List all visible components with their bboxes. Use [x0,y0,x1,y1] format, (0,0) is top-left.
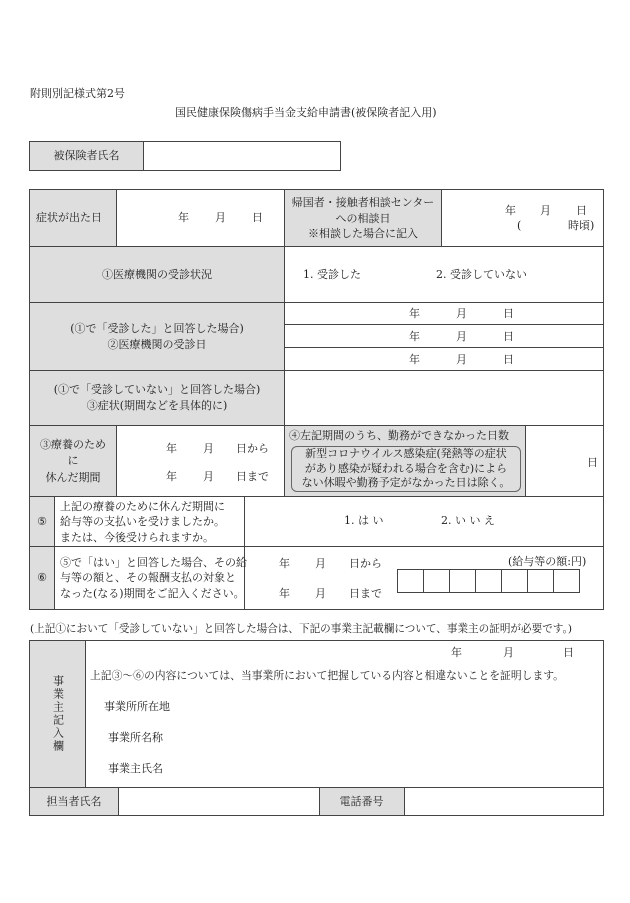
q5-option-yes[interactable]: 1. は い [344,514,384,527]
contact-name-label: 担当者氏名 [46,794,102,808]
q6-number: ⑥ [37,571,47,585]
owner-name-label: 事業主氏名 [108,762,163,775]
form-title: 国民健康保険傷病手当金支給申請書(被保険者記入用) [175,106,437,119]
q1-option-visited[interactable]: 1. 受診した [303,268,361,281]
employer-note: (上記①において「受診していない」と回答した場合は、下記の事業主記載欄について、事業主の証明が必要です。) [30,623,572,635]
q1-label: ①医療機関の受診状況 [102,267,212,281]
q6-question: ⑤で「はい」と回答した場合、その給 与等の額と、その報酬支払の対象と なった(なる)期間をご記入ください。 [60,556,247,600]
contact-name-field[interactable] [119,788,318,815]
insured-name-label: 被保険者氏名 [53,149,120,163]
consult-label: 帰国者・接触者相談センター への相談日 ※相談した場合に記入 [291,195,435,241]
q5-number: ⑤ [37,514,47,528]
q1-option-not-visited[interactable]: 2. 受診していない [436,268,527,281]
rest-label: ③療養のため に 休んだ期間 [40,437,106,484]
q6-amount-label: (給与等の額:円) [508,555,587,568]
form-number: 附則別記様式第2号 [30,87,125,100]
q5-option-no[interactable]: 2. い い え [441,514,495,527]
amount-digit-box[interactable] [449,569,476,593]
q4-days-unit: 日 [587,456,598,469]
phone-label: 電話番号 [339,794,384,808]
amount-digit-box[interactable] [501,569,528,593]
q5-question: 上記の療養のために休んだ期間に 給与等の支払いを受けましたか。 または、今後受けられますか。 [60,500,225,544]
q4-label: ④左記期間のうち、勤務ができなかった日数 [289,429,509,442]
office-name-label: 事業所名称 [108,731,163,744]
q3-symptom-field[interactable] [286,372,602,424]
employer-side-label: 事業主記入欄 [51,675,65,753]
phone-field[interactable] [405,788,603,815]
symptom-label: 症状が出た日 [36,211,102,224]
amount-digit-box[interactable] [423,569,450,593]
office-address-label: 事業所所在地 [104,700,170,713]
amount-digit-box[interactable] [397,569,424,593]
employer-cert-text: 上記③～⑥の内容については、当事業所において把握している内容と相違ないことを証明します。 [90,669,564,682]
amount-digit-box[interactable] [475,569,502,593]
q3-label: (①で「受診していない」と回答した場合) ③症状(期間などを具体的に) [53,383,261,412]
amount-digit-box[interactable] [553,569,580,593]
q4-note: 新型コロナウイルス感染症(発熱等の症状 があり感染が疑われる場合を含む)によら ない休暇や勤務予定がなかった日は除く。 [301,446,511,490]
amount-digit-box[interactable] [527,569,554,593]
q2-label: (①で「受診した」と回答した場合) ②医療機関の受診日 [70,321,244,351]
insured-name-field[interactable] [143,141,341,171]
